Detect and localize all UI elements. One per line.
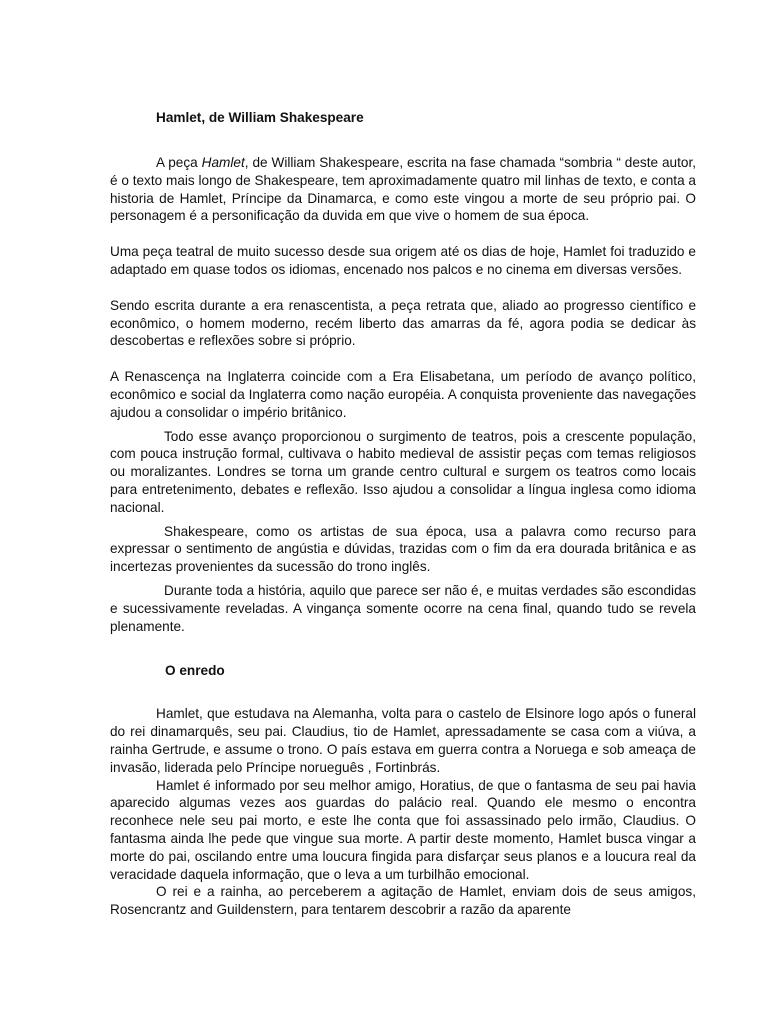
- document-title: Hamlet, de William Shakespeare: [156, 110, 364, 125]
- play-title-italic: Hamlet: [201, 155, 245, 170]
- plot-paragraph: O rei e a rainha, ao perceberem a agitação de Hamlet, enviam dois de seus amigos, Rosencrantz and Guildenstern, para tentarem descobrir a razão da aparente: [110, 884, 696, 918]
- paragraph-elizabethan-era: A Renascença na Inglaterra coincide com a Era Elisabetana, um período de avanço político, econômico e social da Inglaterra como nação européia. A conquista proveniente das navegações ajudou a consolidar o império britânico.: [110, 369, 696, 420]
- section-heading-plot: O enredo: [165, 663, 225, 679]
- plot-paragraph: Hamlet, que estudava na Alemanha, volta para o castelo de Elsinore logo após o funeral do rei dinamarquês, seu pai. Claudius, tio de Hamlet, apressadamente se casa com a viúva, a rainha Gertrude, e assume o trono. O país estava em guerra contra a Noruega e sob ameaça de invasão, liderada pelo Príncipe norueguês , Fortinbrás.: [110, 706, 696, 775]
- paragraph-theatres: Todo esse avanço proporcionou o surgimento de teatros, pois a crescente população, com pouca instrução formal, cultivava o habito medieval de assistir peças com temas religiosos ou moralizantes. Londres se torna um grande centro cultural e surgem os teatros como locais para entretenimento, debates e reflexão. Isso ajudou a consolidar a língua inglesa como idioma nacional.: [110, 428, 696, 515]
- intro-text-rest: , de William Shakespeare, escrita na fase chamada “sombria “ deste autor, é o texto mais longo de Shakespeare, tem aproximadamente quatro mil linhas de texto, e conta a historia de Hamlet, Príncipe da Dinamarca, e como este vingou a morte de seu próprio pai. O personagem é a personificação da duvida em que vive o homem de sua época.: [110, 155, 697, 224]
- plot-paragraph: Hamlet é informado por seu melhor amigo, Horatius, de que o fantasma de seu pai havia aparecido algumas vezes aos guardas do palácio real. Quando ele mesmo o encontra reconhece nele seu pai morto, e este lhe conta que foi assassinado pelo irmão, Claudius. O fantasma ainda lhe pede que vingue sua morte. A partir deste momento, Hamlet busca vingar a morte do pai, oscilando entre uma loucura fingida para disfarçar seus planos e a loucura real da veracidade daquela informação, que o leva a um turbilhão emocional.: [110, 777, 696, 882]
- document-body: [110, 108, 696, 919]
- paragraph-popularity: Uma peça teatral de muito sucesso desde sua origem até os dias de hoje, Hamlet foi traduzido e adaptado em quase todos os idiomas, encenado nos palcos e no cinema em diversas versões.: [110, 244, 696, 277]
- intro-text-start: A peça: [156, 155, 202, 170]
- paragraph-shakespeare-language: Shakespeare, como os artistas de sua época, usa a palavra como recurso para expressar o sentimento de angústia e dúvidas, trazidas com o fim da era dourada britânica e as incertezas provenientes da sucessão do trono inglês.: [110, 523, 696, 575]
- intro-paragraph: [110, 154, 696, 225]
- paragraph-revelations: Durante toda a história, aquilo que parece ser não é, e muitas verdades são escondidas e sucessivamente reveladas. A vingança somente ocorre na cena final, quando tudo se revela plenamente.: [110, 582, 696, 634]
- paragraph-renaissance-era: Sendo escrita durante a era renascentista, a peça retrata que, aliado ao progresso científico e econômico, o homem moderno, recém liberto das amarras da fé, agora podia se dedicar às descobertas e reflexões sobre si próprio.: [110, 297, 696, 349]
